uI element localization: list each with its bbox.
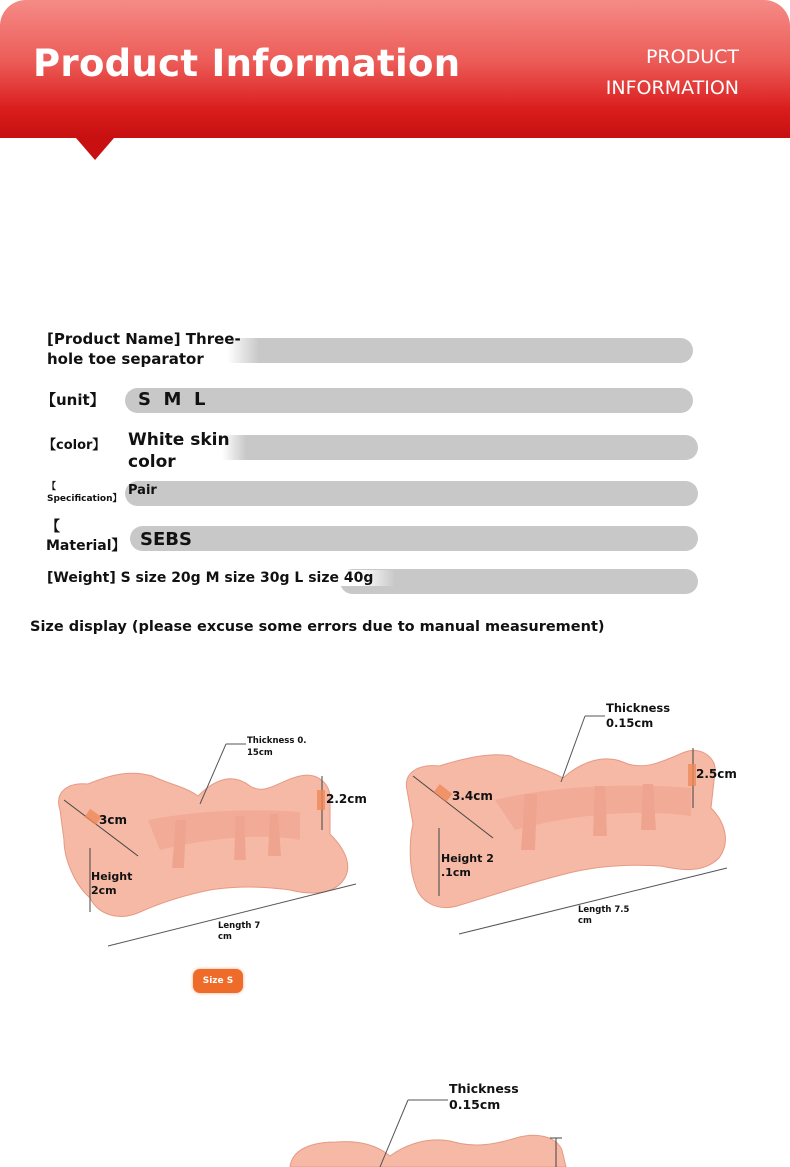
size-m-thickness-line2: 0.15cm [606, 716, 654, 730]
size-s-width-label: 3cm [99, 813, 127, 827]
spec-unit-label: 【unit】 [41, 391, 105, 409]
product-info-banner [0, 0, 790, 138]
spec-material-value: SEBS [140, 529, 192, 550]
spec-name-line2: hole toe separator [47, 350, 204, 368]
spec-name-line1: [Product Name] Three- [47, 330, 241, 348]
size-m-length-line2: cm [578, 916, 592, 926]
spec-spec-value: Pair [128, 483, 157, 498]
spec-color-label: 【color】 [43, 438, 106, 453]
spec-color-value [128, 429, 246, 473]
size-l-separator-shape [290, 1135, 566, 1167]
spec-color-line1: White skin [128, 430, 230, 450]
spec-spec-line2: Specification】 [47, 494, 122, 504]
size-s-height-line2: 2cm [91, 884, 117, 897]
size-s-illustration [0, 700, 395, 960]
size-l-thickness-line2: 0.15cm [449, 1097, 501, 1112]
spec-spec-line1: 【 [47, 482, 57, 492]
spec-bar-name [200, 338, 693, 363]
banner-subtitle-line1: PRODUCT [645, 46, 739, 68]
spec-material-line2: Material】 [46, 538, 126, 554]
size-m-separator-shape [406, 750, 725, 907]
spec-spec-label [47, 481, 122, 505]
size-s-thickness-line2: 15cm [247, 748, 273, 758]
spec-weight-label: [Weight] S size 20g M size 30g L size 40g [47, 570, 395, 586]
size-m-height-line2: .1cm [441, 866, 471, 879]
size-l-illustration [200, 1070, 620, 1167]
spec-bar-unit [125, 388, 693, 413]
size-m-side-label: 2.5cm [696, 767, 737, 781]
spec-bar-spec [125, 481, 698, 506]
size-m-width-label: 3.4cm [452, 789, 493, 803]
size-m-height-line1: Height 2 [441, 852, 494, 865]
size-m-illustration [395, 690, 790, 950]
spec-material-label [46, 518, 126, 556]
banner-subtitle [606, 42, 739, 104]
banner-title: Product Information [33, 42, 461, 85]
size-m-length-line1: Length 7.5 [578, 905, 630, 915]
spec-unit-value: S M L [138, 389, 206, 410]
banner-notch [76, 138, 114, 160]
size-s-length-line2: cm [218, 932, 232, 942]
spec-name-label [47, 329, 259, 369]
size-s-thickness-line1: Thickness 0. [247, 736, 307, 746]
size-s-length-line1: Length 7 [218, 921, 261, 931]
spec-bar-material [130, 526, 698, 551]
size-s-tag: Size S [193, 969, 243, 993]
size-s-height-line1: Height [91, 870, 133, 883]
spec-color-line2: color [128, 452, 176, 472]
size-l-thickness-line1: Thickness [449, 1081, 519, 1096]
size-display-note: Size display (please excuse some errors due to manual measurement) [30, 619, 605, 635]
spec-material-line1: 【 [46, 519, 60, 535]
size-s-side-label: 2.2cm [326, 792, 367, 806]
size-m-thickness-line1: Thickness [606, 701, 671, 715]
banner-subtitle-line2: INFORMATION [605, 77, 739, 99]
